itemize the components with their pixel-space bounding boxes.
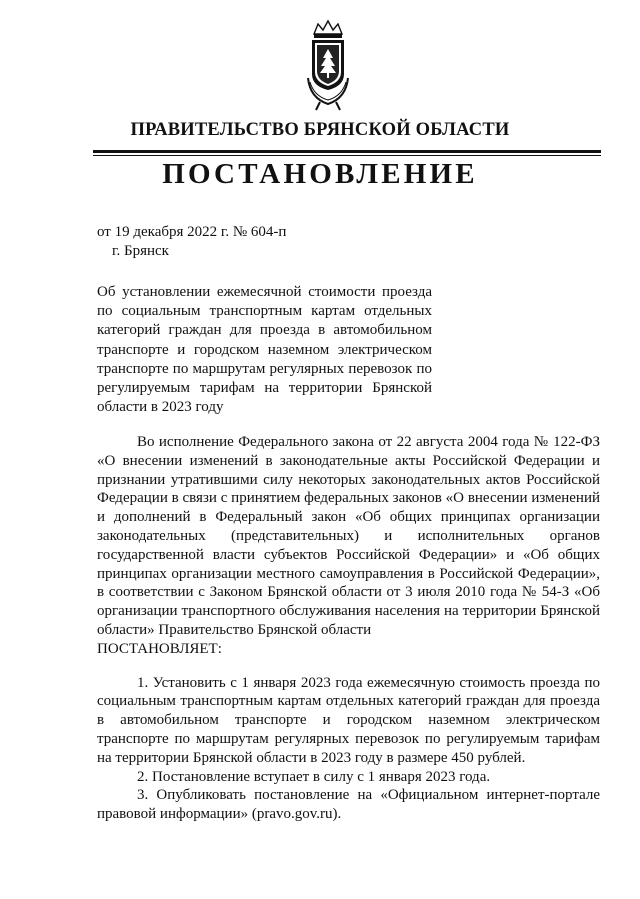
document-type-title: ПОСТАНОВЛЕНИЕ [162, 158, 478, 190]
document-subject: Об установлении ежемесячной стоимости проезда по социальным транспортным картам отдельных категорий граждан для проезда в автомобильном транспорте и городском наземном электрическом транспорте по маршрутам регулярных перевозок по регулируемым тарифам на территории Брянской области в 2023 году [97, 284, 432, 416]
document-city: г. Брянск [112, 243, 169, 259]
coat-of-arms-icon [300, 18, 356, 112]
header-divider-thick [93, 150, 601, 153]
resolves-heading: ПОСТАНОВЛЯЕТ: [97, 640, 222, 657]
resolution-item-3: 3. Опубликовать постановление на «Официальном интернет-портале правовой информации» (pravo.gov.ru). [97, 787, 600, 823]
preamble-paragraph: Во исполнение Федерального закона от 22 августа 2004 года № 122-ФЗ «О внесении изменений в законодательные акты Российской Федерации и признании утратившими силу некоторых законодательных актов Российской Федерации в связи с принятием федеральных законов «О внесении изменений и дополнений в Федеральный закон «Об общих принципах организации законодательных (представительных) и исполнительных органов государственной власти субъектов Российской Федерации» и «Об общих принципах организации местного самоуправления в Российской Федерации», в соответствии с Законом Брянской области от 3 июля 2010 года № 54-З «Об организации транспортного обслуживания населения на территории Брянской области» Правительство Брянской области [97, 434, 600, 638]
government-title: ПРАВИТЕЛЬСТВО БРЯНСКОЙ ОБЛАСТИ [130, 120, 510, 140]
resolution-item-2: 2. Постановление вступает в силу с 1 января 2023 года. [137, 768, 491, 785]
document-date-number: от 19 декабря 2022 г. № 604-п [97, 224, 287, 240]
header-divider-thin [93, 155, 601, 156]
paragraph-gap [97, 659, 600, 674]
document-body [97, 433, 600, 824]
resolution-item-1: 1. Установить с 1 января 2023 года ежемесячную стоимость проезда по социальным транспортным картам отдельных категорий граждан для проезда в автомобильном транспорте и городском наземном электрическом транспорте по маршрутам регулярных перевозок по регулируемым тарифам на территории Брянской области в 2023 году в размере 450 рублей. [97, 674, 600, 766]
